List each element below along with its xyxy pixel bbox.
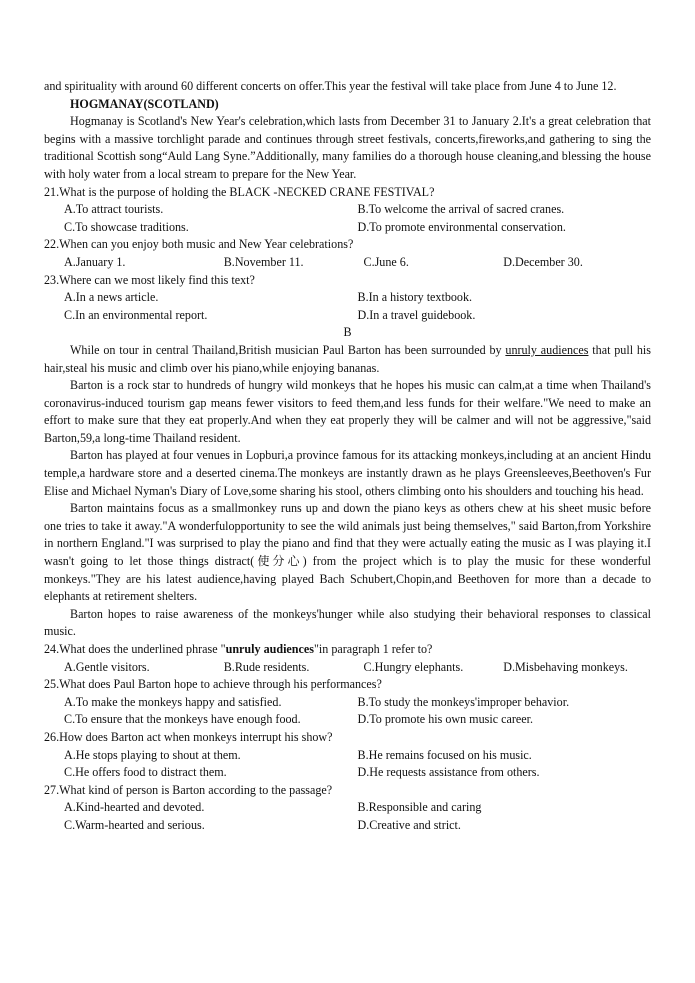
passage-paragraph-1 bbox=[44, 342, 651, 377]
options-row bbox=[64, 289, 651, 307]
option-c: C.In an environmental report. bbox=[64, 307, 208, 322]
option-b: B.He remains focused on his music. bbox=[357, 747, 532, 762]
underlined-phrase: unruly audiences bbox=[505, 342, 589, 357]
option-d: D.To promote environmental conservation. bbox=[357, 219, 566, 234]
option-b: B.Rude residents. bbox=[223, 659, 310, 674]
option-b: B.To study the monkeys'improper behavior. bbox=[357, 694, 570, 709]
paragraph-text: that pull his hair,steal his music and climb over his piano,while enjoying bananas. bbox=[44, 342, 651, 375]
option-b: B.November 11. bbox=[223, 254, 304, 269]
option-d: D.In a travel guidebook. bbox=[357, 307, 476, 322]
hogmanay-heading: HOGMANAY(SCOTLAND) bbox=[70, 96, 219, 111]
question-22: 22.When can you enjoy both music and New Year celebrations? bbox=[44, 237, 354, 252]
options-row bbox=[64, 694, 651, 712]
option-d: D.He requests assistance from others. bbox=[357, 765, 540, 780]
option-a: A.January 1. bbox=[64, 254, 126, 269]
paragraph-text: While on tour in central Thailand,British musician Paul Barton has been surrounded by bbox=[70, 342, 506, 357]
passage-paragraph-5: Barton hopes to raise awareness of the monkeys'hunger while also studying their behavioral responses to classical music. bbox=[44, 606, 651, 639]
option-c: C.Warm-hearted and serious. bbox=[64, 817, 205, 832]
bold-phrase: unruly audiences bbox=[225, 642, 314, 656]
question-27: 27.What kind of person is Barton according to the passage? bbox=[44, 782, 333, 797]
option-c: C.To ensure that the monkeys have enough food. bbox=[64, 712, 301, 727]
options-row bbox=[64, 817, 651, 835]
options-row bbox=[64, 747, 651, 765]
options-row bbox=[64, 764, 651, 782]
option-a: A.Kind-hearted and devoted. bbox=[64, 800, 205, 815]
options-row bbox=[64, 201, 651, 219]
question-23: 23.Where can we most likely find this text? bbox=[44, 272, 255, 287]
option-b: B.To welcome the arrival of sacred cranes. bbox=[357, 202, 565, 217]
question-text: "in paragraph 1 refer to? bbox=[313, 642, 433, 656]
option-d: D.Creative and strict. bbox=[357, 817, 461, 832]
question-26: 26.How does Barton act when monkeys interrupt his show? bbox=[44, 729, 333, 744]
option-d: D.To promote his own music career. bbox=[357, 712, 533, 727]
question-text: 24.What does the underlined phrase " bbox=[44, 642, 226, 656]
option-a: A.To make the monkeys happy and satisfied. bbox=[64, 694, 282, 709]
option-a: A.He stops playing to shout at them. bbox=[64, 747, 241, 762]
option-b: B.In a history textbook. bbox=[357, 290, 473, 305]
question-21: 21.What is the purpose of holding the BLACK -NECKED CRANE FESTIVAL? bbox=[44, 184, 435, 199]
option-a: A.Gentle visitors. bbox=[64, 659, 150, 674]
option-b: B.Responsible and caring bbox=[357, 800, 482, 815]
passage-paragraph-3: Barton has played at four venues in Lopburi,a province famous for its attacking monkeys,including at an ancient Hindu temple,a hardware store and a deserted cinema.The monkeys are instantly drawn as he plays Greensleeves,Beethoven's Fur Elise and Michael Nyman's Diary of Love,some sharing his stool, others climbing onto his shoulders and touching his head. bbox=[44, 448, 651, 498]
options-row bbox=[64, 799, 651, 817]
options-row bbox=[64, 254, 651, 272]
option-c: C.To showcase traditions. bbox=[64, 219, 189, 234]
question-24 bbox=[44, 641, 651, 659]
option-a: A.In a news article. bbox=[64, 290, 159, 305]
hogmanay-paragraph: Hogmanay is Scotland's New Year's celebration,which lasts from December 31 to January 2.It's a great celebration that begins with a massive torchlight parade and continues through street festivals, concerts,fireworks,and gathering to sing the traditional Scottish song“Auld Lang Syne.”Additionally, many families do a thorough house cleaning,and blessing the house with holy water from a local stream to prepare for the New Year. bbox=[44, 114, 651, 181]
passage-paragraph-4: Barton maintains focus as a smallmonkey runs up and down the piano keys as others chew at his sheet music before one tries to take it away."A wonderfulopportunity to see the wild animals just being themselves," said Barton,from Yorkshire in northern England."I was surprised to play the piano and find that they were actually eating the music as I was playing it.I wasn't going to let those things distract(使分心) from the project which is to play the music for these wonderful monkeys."They are his latest audience,having played Bach Schubert,Chopin,and Beethoven for more than a decade to elephants at retirement shelters. bbox=[44, 501, 651, 604]
options-row bbox=[64, 307, 651, 325]
options-row bbox=[64, 659, 651, 677]
option-c: C.Hungry elephants. bbox=[363, 659, 464, 674]
option-a: A.To attract tourists. bbox=[64, 202, 164, 217]
option-d: D.December 30. bbox=[503, 254, 583, 269]
section-b-label: B bbox=[343, 325, 352, 340]
option-d: D.Misbehaving monkeys. bbox=[503, 659, 628, 674]
option-c: C.June 6. bbox=[363, 254, 409, 269]
exam-page bbox=[44, 78, 651, 835]
passage-paragraph-2: Barton is a rock star to hundreds of hungry wild monkeys that he hopes his music can calm,at a time when Thailand's coronavirus-induced tourism gap means fewer visitors to feed them,and less funds for their welfare."We need to make an effort to make sure that they eat properly.And when they eat properly they will be calmer and will not be aggressive,"said Barton,59,a long-time Thailand resident. bbox=[44, 378, 651, 445]
option-c: C.He offers food to distract them. bbox=[64, 765, 227, 780]
options-row bbox=[64, 219, 651, 237]
question-25: 25.What does Paul Barton hope to achieve through his performances? bbox=[44, 677, 382, 692]
intro-tail-paragraph: and spirituality with around 60 different concerts on offer.This year the festival will take place from June 4 to June 12. bbox=[44, 79, 617, 93]
options-row bbox=[64, 711, 651, 729]
